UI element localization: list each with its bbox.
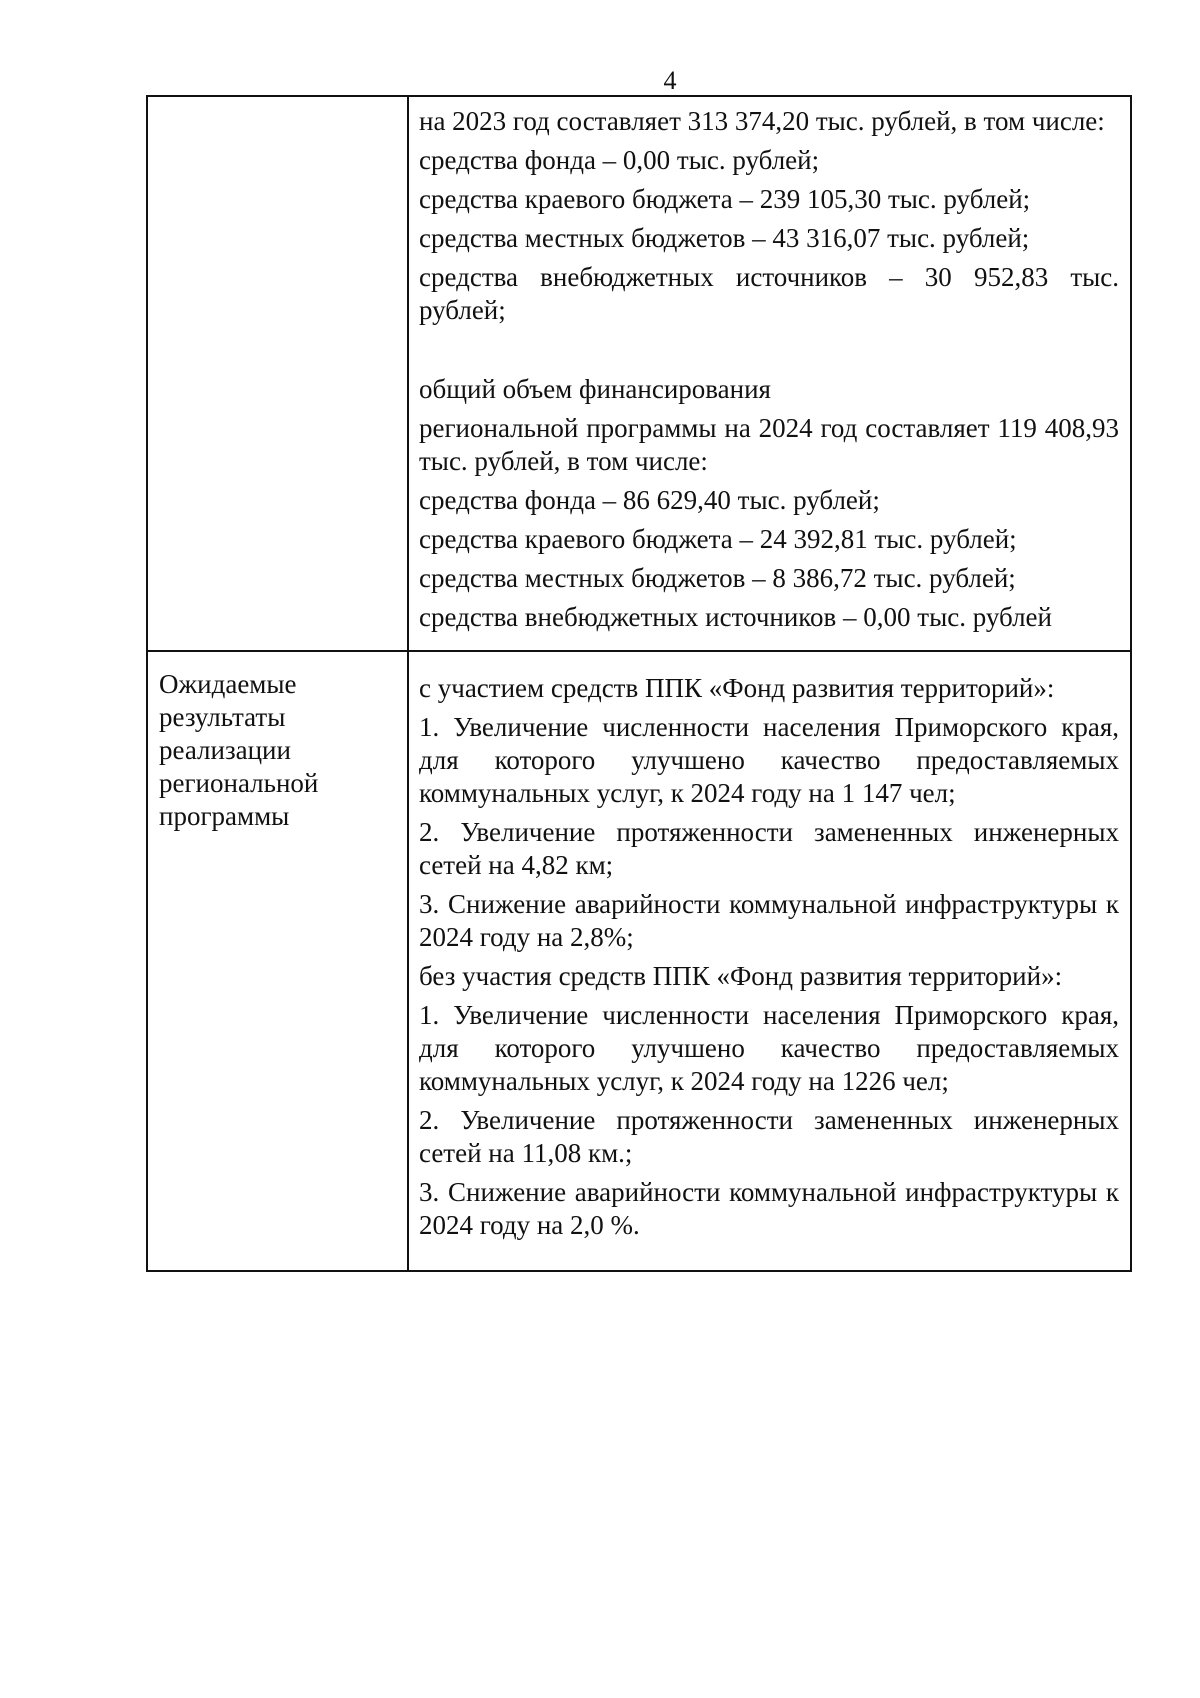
row2-right-cell [408,651,1131,1271]
financing-2024-heading: общий объем финансирования [419,374,771,404]
table-row-expected-results [147,651,1131,1271]
without-fund-heading: без участия средств ППК «Фонд развития территорий»: [419,961,1063,991]
financing-2024-regional-budget: средства краевого бюджета – 24 392,81 тыс. рублей; [419,524,1017,554]
financing-2024-fund: средства фонда – 86 629,40 тыс. рублей; [419,485,880,515]
row2-left-cell [147,651,408,1271]
page-number: 4 [663,66,677,95]
financing-2023-total: на 2023 год составляет 313 374,20 тыс. рублей, в том числе: [419,106,1105,136]
financing-2024-total: региональной программы на 2024 год составляет 119 408,93 тыс. рублей, в том числе: [419,413,1119,476]
financing-2023-local-budgets: средства местных бюджетов – 43 316,07 тыс. рублей; [419,223,1030,253]
row1-left-text [148,97,407,113]
expected-results-label: Ожидаемые результаты реализации региональной программы [159,669,319,831]
without-fund-result-2: 2. Увеличение протяженности замененных инженерных сетей на 11,08 км.; [419,1105,1119,1168]
program-passport-table [146,95,1132,1272]
financing-2023-regional-budget: средства краевого бюджета – 239 105,30 тыс. рублей; [419,184,1031,214]
without-fund-result-1: 1. Увеличение численности населения Приморского края, для которого улучшено качество предоставляемых коммунальных услуг, к 2024 году на 1226 чел; [419,1000,1119,1096]
financing-2023-extrabudgetary: средства внебюджетных источников – 30 952,83 тыс. рублей; [419,262,1119,325]
row1-left-cell [147,96,408,651]
financing-2024-local-budgets: средства местных бюджетов – 8 386,72 тыс. рублей; [419,563,1016,593]
without-fund-result-3: 3. Снижение аварийности коммунальной инфраструктуры к 2024 году на 2,0 %. [419,1177,1119,1240]
with-fund-result-3: 3. Снижение аварийности коммунальной инфраструктуры к 2024 году на 2,8%; [419,889,1119,952]
financing-2024-extrabudgetary: средства внебюджетных источников – 0,00 тыс. рублей [419,602,1052,632]
with-fund-result-1: 1. Увеличение численности населения Приморского края, для которого улучшено качество предоставляемых коммунальных услуг, к 2024 году на 1 147 чел; [419,712,1119,808]
table-row-financing [147,96,1131,651]
financing-2023-fund: средства фонда – 0,00 тыс. рублей; [419,145,820,175]
with-fund-heading: с участием средств ППК «Фонд развития территорий»: [419,673,1055,703]
row1-right-cell [408,96,1131,651]
with-fund-result-2: 2. Увеличение протяженности замененных инженерных сетей на 4,82 км; [419,817,1119,880]
